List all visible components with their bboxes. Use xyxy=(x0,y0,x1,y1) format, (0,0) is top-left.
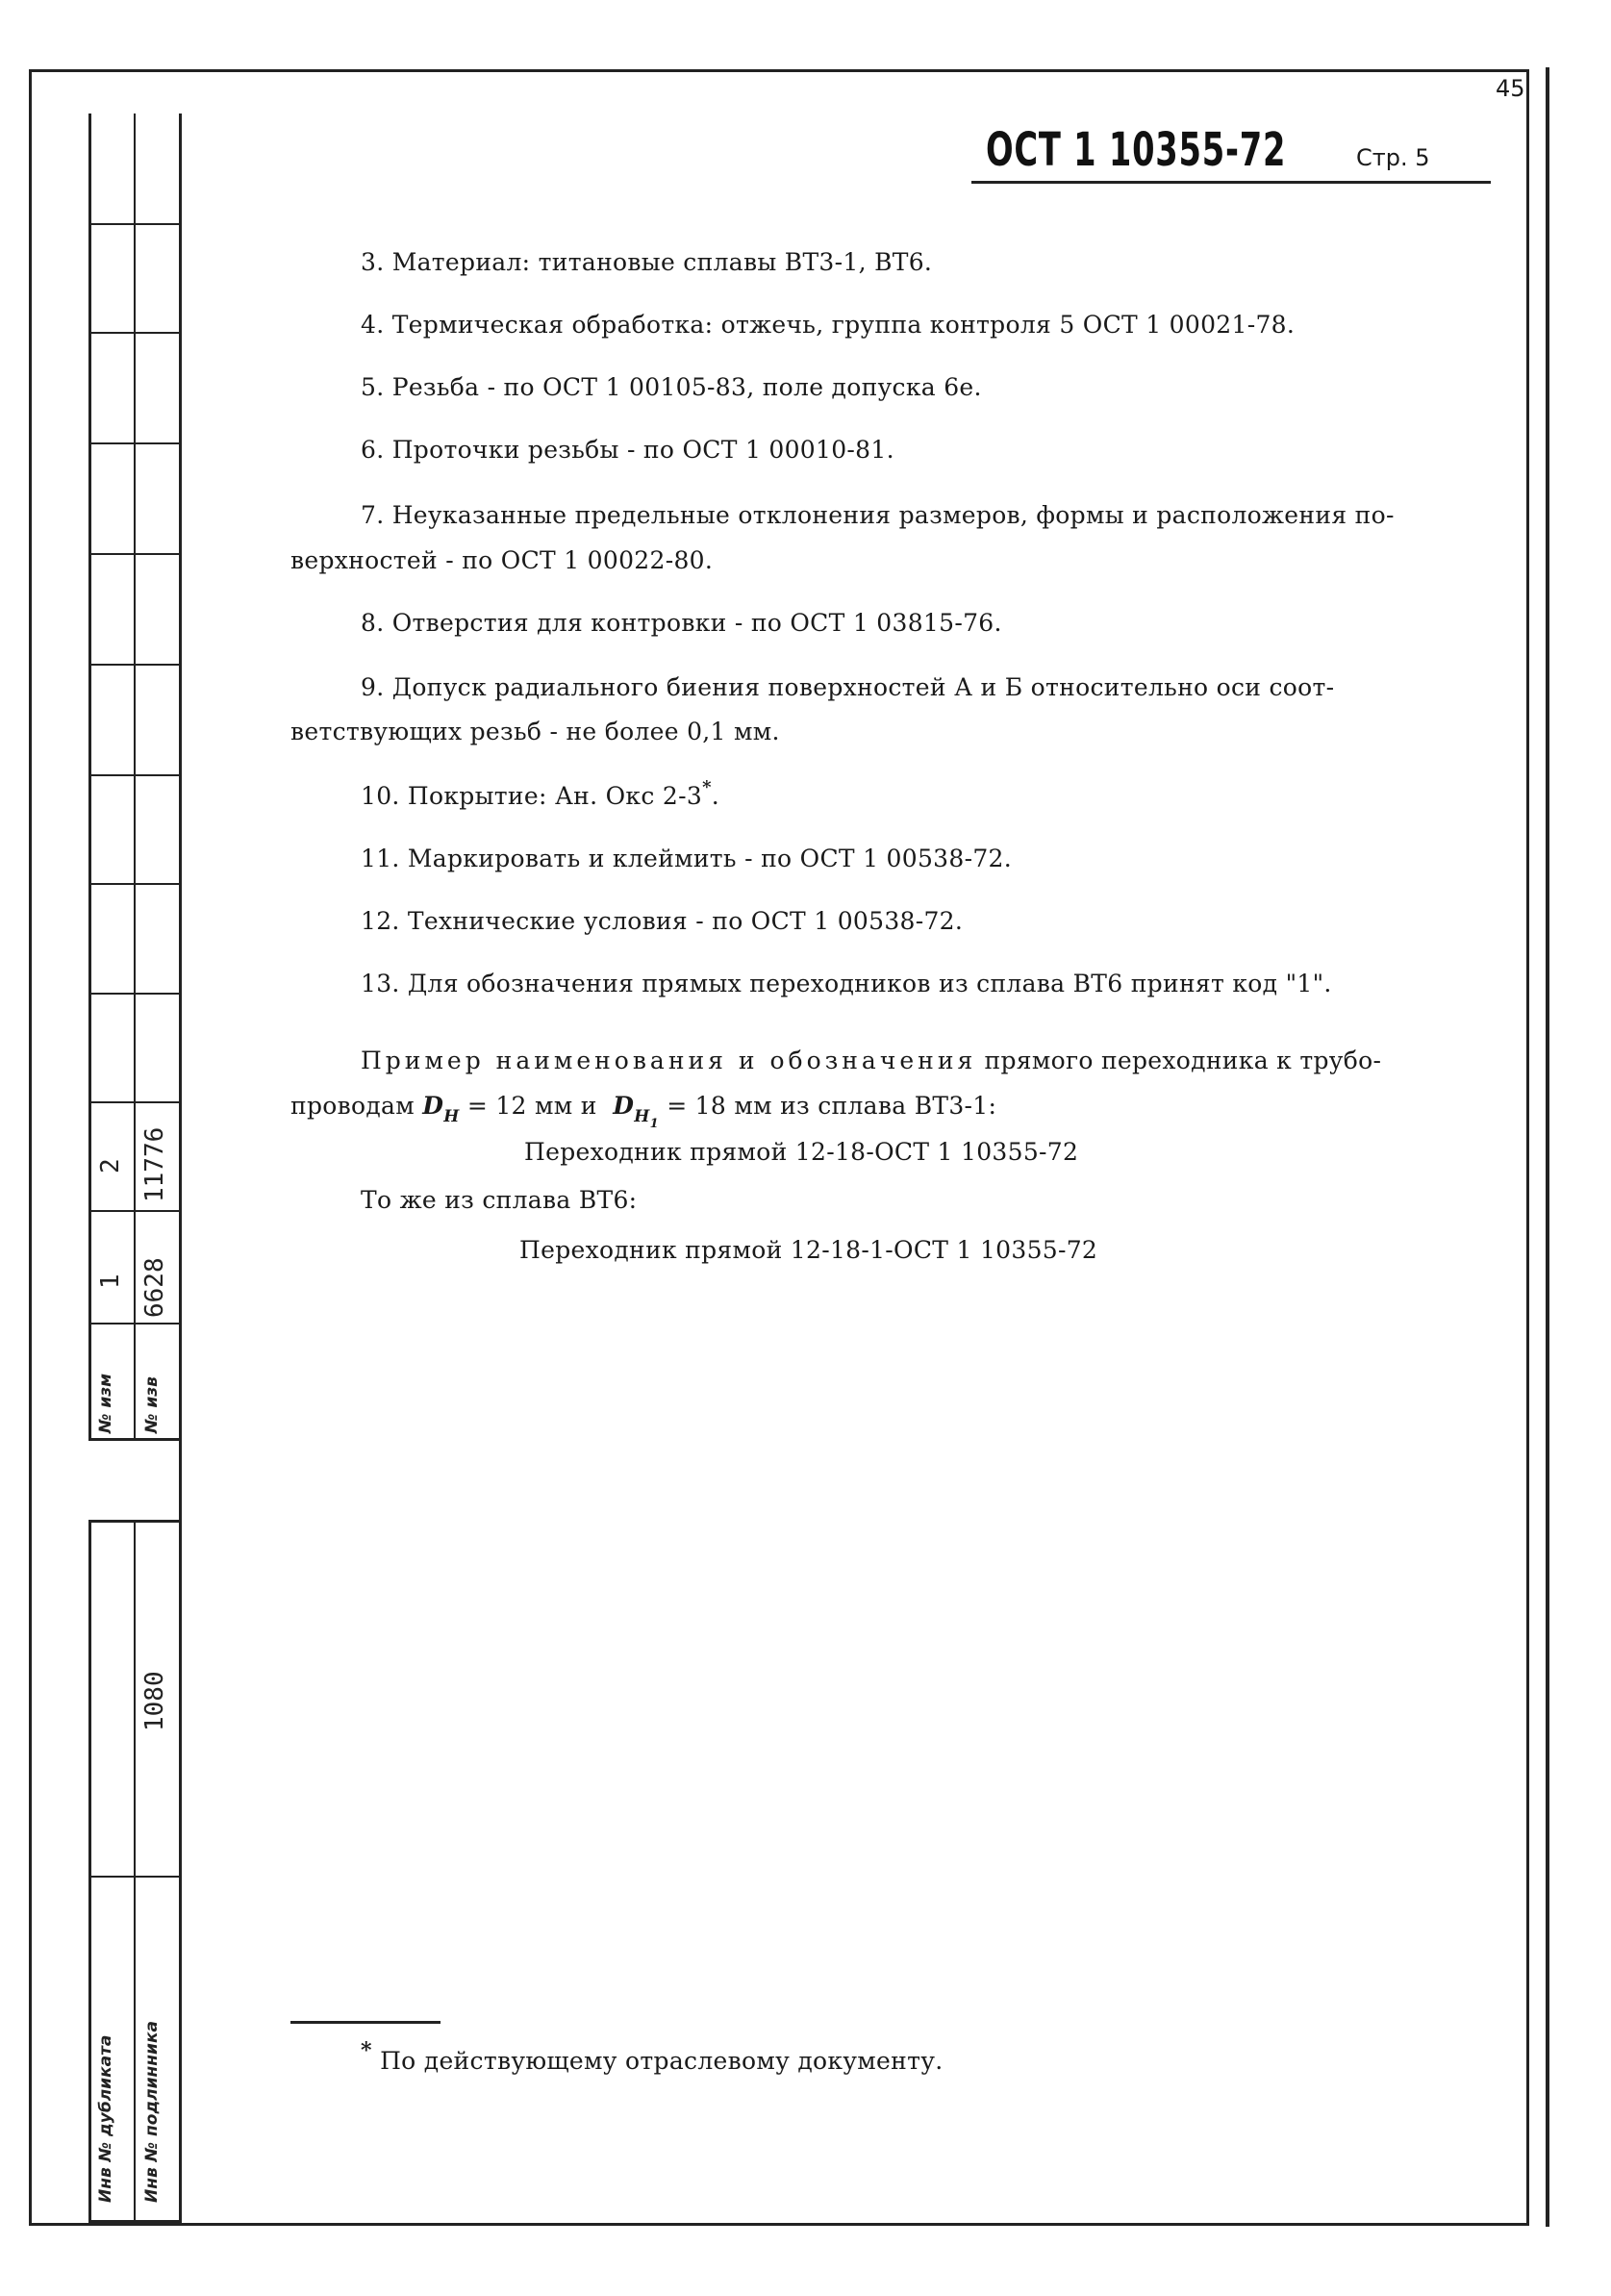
dn1-subscript: H xyxy=(634,1107,650,1126)
item-6: 6. Проточки резьбы - по ОСТ 1 00010-81. xyxy=(361,436,894,464)
item-10-text: 10. Покрытие: Ан. Окс 2-3 xyxy=(361,782,703,810)
example-same-from: То же из сплава ВТ6: xyxy=(361,1186,638,1214)
document-code: ОСТ 1 10355-72 xyxy=(986,123,1287,177)
item-3: 3. Материал: титановые сплавы ВТ3-1, ВТ6. xyxy=(361,248,933,276)
item-8: 8. Отверстия для контровки - по ОСТ 1 03815-76. xyxy=(361,609,1002,637)
footnote-text: По действующему отраслевому документу. xyxy=(380,2047,944,2075)
example-designation-1: Переходник прямой 12-18-ОСТ 1 10355-72 xyxy=(524,1138,1079,1166)
item-4: 4. Термическая обработка: отжечь, группа контроля 5 ОСТ 1 00021-78. xyxy=(361,311,1296,339)
dn1-subscript-index: 1 xyxy=(649,1117,659,1131)
stamp-row-line xyxy=(88,664,182,666)
footnote-rule xyxy=(290,2021,441,2024)
page-frame-right-edge xyxy=(1546,67,1549,2227)
page-number: 45 xyxy=(1496,75,1525,102)
item-7-continued: верхностей - по ОСТ 1 00022-80. xyxy=(290,546,714,574)
stamp-row-line xyxy=(88,553,182,555)
item-10 xyxy=(361,777,720,810)
coating-footnote-marker: * xyxy=(702,777,712,797)
stamp-row-line xyxy=(88,1210,182,1212)
footnote-marker: * xyxy=(361,2038,372,2063)
sheet-number: Стр. 5 xyxy=(1356,144,1430,171)
example-text: проводам xyxy=(290,1092,415,1120)
notice-number-1: 6628 xyxy=(140,1257,169,1318)
stamp-row-line xyxy=(88,1876,182,1878)
notice-number-2: 11776 xyxy=(140,1126,169,1202)
revision-number-1: 1 xyxy=(96,1274,125,1289)
margin-stamp-upper-col xyxy=(134,114,136,1441)
example-line-2 xyxy=(290,1092,997,1131)
stamp-row-line xyxy=(88,1438,182,1440)
inventory-stamp-col xyxy=(134,1520,136,2223)
stamp-row-line xyxy=(88,774,182,776)
item-12: 12. Технические условия - по ОСТ 1 00538-72. xyxy=(361,907,964,935)
item-7: 7. Неуказанные предельные отклонения размеров, формы и расположения по- xyxy=(361,501,1395,529)
stamp-row-line xyxy=(88,332,182,334)
stamp-row-line xyxy=(88,993,182,995)
item-11: 11. Маркировать и клеймить - по ОСТ 1 00538-72. xyxy=(361,845,1012,872)
example-text: = 12 мм и xyxy=(466,1092,597,1120)
example-heading xyxy=(361,1047,1381,1074)
item-9: 9. Допуск радиального биения поверхностей А и Б относительно оси соот- xyxy=(361,673,1335,701)
dn-subscript: H xyxy=(443,1107,460,1126)
item-10-end: . xyxy=(711,782,720,810)
item-5: 5. Резьба - по ОСТ 1 00105-83, поле допуска 6е. xyxy=(361,373,982,401)
inventory-duplicate-label: Инв № дубликата xyxy=(96,2034,115,2203)
dn-symbol: D xyxy=(422,1092,444,1120)
revision-label-izm: № изм xyxy=(96,1373,115,1433)
revision-number-2: 2 xyxy=(96,1158,125,1173)
stamp-row-line xyxy=(88,442,182,444)
revision-label-izv: № изв xyxy=(142,1376,162,1433)
example-heading-spaced: Пример наименования и обозначения xyxy=(361,1047,977,1074)
example-designation-2: Переходник прямой 12-18-1-ОСТ 1 10355-72 xyxy=(519,1236,1098,1264)
header-underline xyxy=(971,181,1491,184)
example-text: = 18 мм из сплава ВТ3-1: xyxy=(667,1092,997,1120)
item-13: 13. Для обозначения прямых переходников из сплава ВТ6 принят код "1". xyxy=(361,970,1332,997)
dn1-symbol: D xyxy=(613,1092,635,1120)
stamp-row-line xyxy=(88,883,182,885)
stamp-row-line xyxy=(88,1101,182,1103)
footnote xyxy=(361,2038,944,2075)
stamp-row-line xyxy=(88,223,182,225)
item-9-continued: ветствующих резьб - не более 0,1 мм. xyxy=(290,718,780,745)
stamp-row-line xyxy=(88,1323,182,1325)
example-heading-rest: прямого переходника к трубо- xyxy=(984,1047,1382,1074)
inventory-original-number: 1080 xyxy=(140,1671,169,1731)
inventory-original-label: Инв № подлинника xyxy=(142,2021,162,2203)
